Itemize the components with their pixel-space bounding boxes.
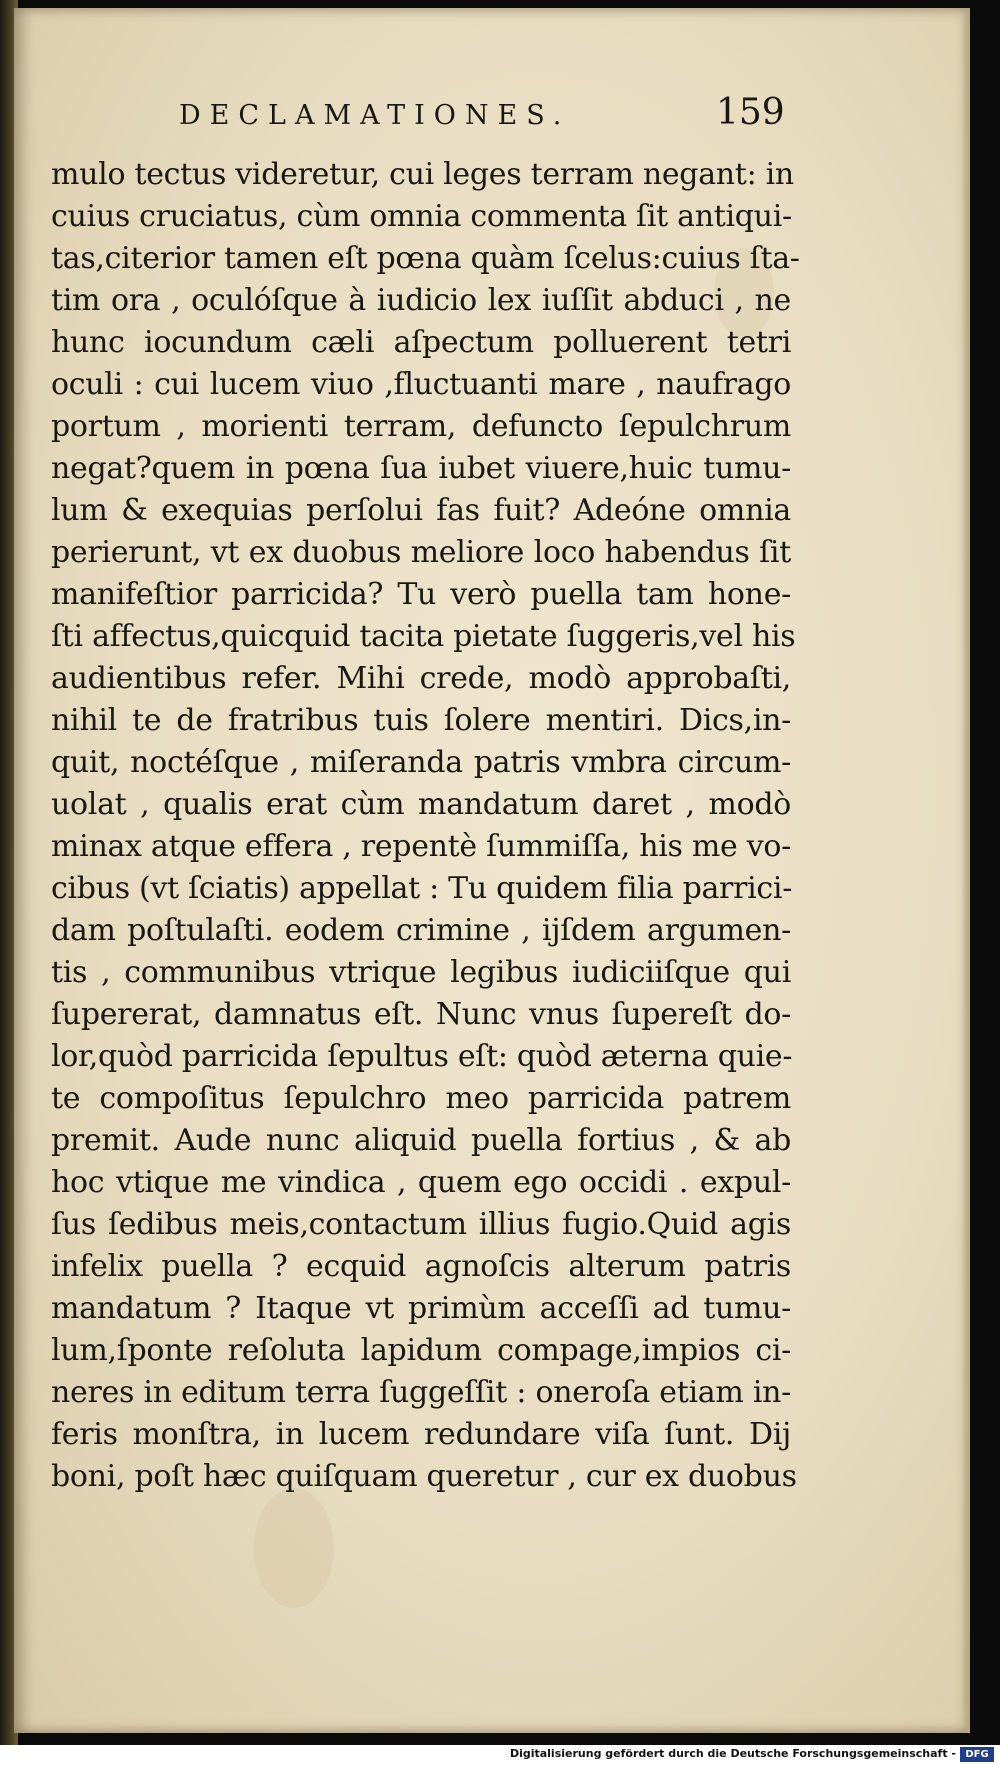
text-line: perierunt, vt ex duobus meliore loco habendus ſit	[51, 535, 791, 570]
text-line: mulo tectus videretur, cui leges terram negant: in	[51, 157, 794, 192]
text-line: infelix puella ? ecquid agnoſcis alterum patris	[51, 1249, 791, 1284]
text-line: hunc iocundum cæli aſpectum polluerent tetri	[51, 325, 791, 360]
text-line: tis , communibus vtrique legibus iudiciiſque qui	[51, 955, 791, 990]
dfg-logo: DFG	[960, 1747, 994, 1762]
running-head: DECLAMATIONES.	[179, 100, 571, 131]
text-line: quit, noctéſque , miſeranda patris vmbra circum-	[51, 745, 791, 780]
text-line: uolat , qualis erat cùm mandatum daret , modò	[51, 787, 791, 822]
text-line: lum & exequias perſolui fas fuit? Adeóne omnia	[51, 493, 791, 528]
text-line: manifeſtior parricida? Tu verò puella tam hone-	[51, 577, 791, 612]
text-line: tas,citerior tamen eſt pœna quàm ſcelus:cuius ſta-	[51, 241, 800, 276]
text-block	[51, 154, 800, 1498]
text-line: portum , morienti terram, defuncto ſepulchrum	[51, 409, 791, 444]
text-line: negat?quem in pœna ſua iubet viuere,huic tumu-	[51, 451, 791, 486]
text-line: feris monſtra, in lucem redundare viſa ſunt. Dij	[51, 1417, 791, 1452]
text-line: cibus (vt ſciatis) appellat : Tu quidem filia parrici-	[51, 871, 793, 906]
text-line: minax atque effera , repentè ſummiſſa, his me vo-	[51, 829, 791, 864]
page-edge	[962, 8, 970, 1733]
text-line: audientibus refer. Mihi crede, modò approbaſti,	[51, 661, 791, 696]
text-line: mandatum ? Itaque vt primùm acceſſi ad tumu-	[51, 1291, 791, 1326]
text-line: lor,quòd parricida ſepultus eſt: quòd æterna quie-	[51, 1039, 793, 1074]
text-line: oculi : cui lucem viuo ,fluctuanti mare , naufrago	[51, 367, 791, 402]
text-line: tim ora , oculóſque à iudicio lex iuſſit abduci , ne	[51, 283, 791, 318]
text-line: dam poſtulaſti. eodem crimine , ijſdem argumen-	[51, 913, 791, 948]
paper-stain	[254, 1488, 334, 1608]
text-line: hoc vtique me vindica , quem ego occidi . expul-	[51, 1165, 791, 1200]
text-line: te compoſitus ſepulchro meo parricida patrem	[51, 1081, 791, 1116]
funding-credit: Digitalisierung gefördert durch die Deutsche Forschungsgemeinschaft -	[509, 1747, 956, 1760]
text-line: nihil te de fratribus tuis ſolere mentiri. Dics,in-	[51, 703, 791, 738]
text-line: boni, poſt hæc quiſquam queretur , cur ex duobus	[51, 1459, 797, 1494]
footer-bar	[0, 1745, 1000, 1765]
book-page	[14, 8, 970, 1733]
text-line: ſus ſedibus meis,contactum illius fugio.Quid agis	[51, 1207, 791, 1242]
text-line: neres in editum terra ſuggeſſit : oneroſa etiam in-	[51, 1375, 791, 1410]
text-line: lum,ſponte reſoluta lapidum compage,impios ci-	[51, 1333, 791, 1368]
text-line: ſupererat, damnatus eſt. Nunc vnus ſupereſt do-	[51, 997, 791, 1032]
text-line: ſti affectus,quicquid tacita pietate ſuggeris,vel his	[51, 619, 796, 654]
page-number: 159	[716, 92, 785, 133]
text-line: cuius cruciatus, cùm omnia commenta ſit antiqui-	[51, 199, 792, 234]
text-line: premit. Aude nunc aliquid puella fortius , & ab	[51, 1123, 791, 1158]
